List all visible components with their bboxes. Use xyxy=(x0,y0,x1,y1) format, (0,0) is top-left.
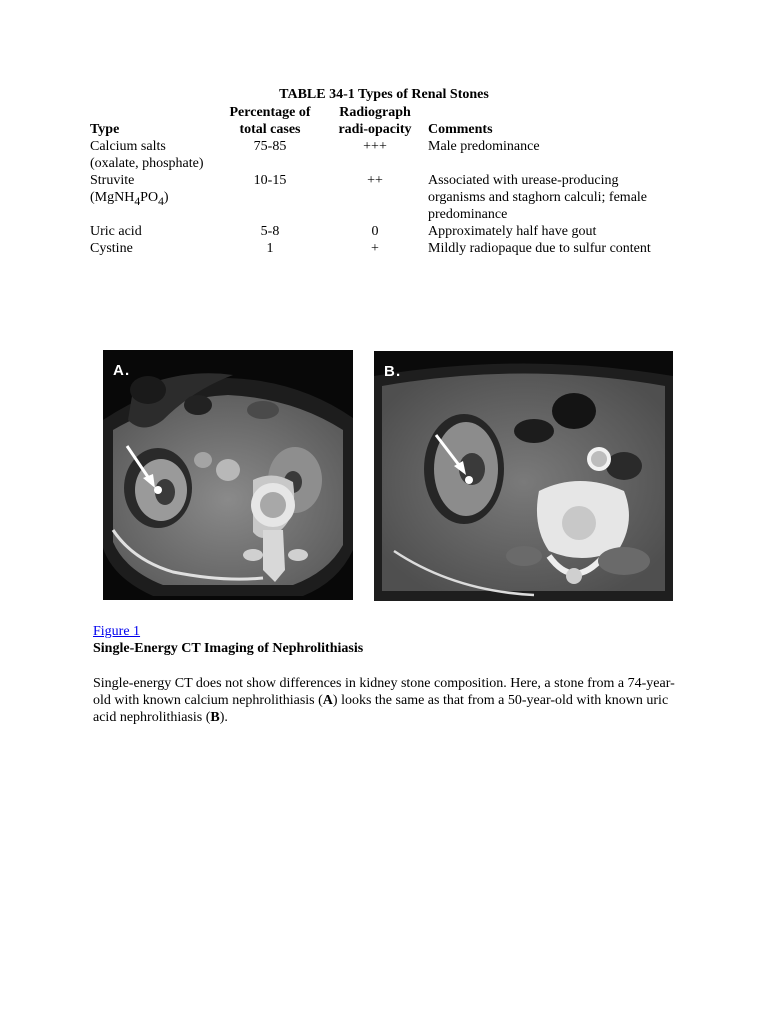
caption-text: ) looks the same as that from a 50-year-old with known uric acid nephrolithiasis ( xyxy=(93,693,669,725)
formula-part: (MgNH xyxy=(90,190,135,205)
cell-percentage: 5-8 xyxy=(260,224,280,239)
panel-a-label: A xyxy=(113,362,124,379)
formula-part: PO xyxy=(140,190,159,205)
panel-a-dot: . xyxy=(125,362,130,379)
table-row xyxy=(90,172,676,223)
panel-b-dot: . xyxy=(396,363,401,380)
ct-scan-image-a xyxy=(103,350,353,600)
figure-caption xyxy=(93,675,678,726)
header-radiopacity xyxy=(322,104,428,138)
header-percentage xyxy=(218,104,322,138)
figure-panels xyxy=(0,350,768,602)
cell-percentage: 1 xyxy=(266,241,274,256)
caption-text: ). xyxy=(219,710,228,725)
type-name: Struvite xyxy=(90,173,135,188)
header-radiopacity-line2: radi-opacity xyxy=(338,122,412,137)
table-row xyxy=(90,223,676,240)
caption-bold-a: A xyxy=(322,693,333,708)
panel-b-label: B xyxy=(384,363,395,380)
cell-comments: Mildly radiopaque due to sulfur content xyxy=(428,241,651,256)
cell-radiopacity: 0 xyxy=(371,224,379,239)
type-formula xyxy=(90,190,169,208)
formula-part: ) xyxy=(163,190,169,205)
caption-bold-b: B xyxy=(210,710,220,725)
figure-link[interactable]: Figure 1 xyxy=(93,624,141,639)
figure-title: Single-Energy CT Imaging of Nephrolithiasis xyxy=(93,641,364,656)
header-type: Type xyxy=(90,122,120,137)
type-detail: (oxalate, phosphate) xyxy=(90,156,204,171)
cell-comments: Approximately half have gout xyxy=(428,224,597,239)
formula-subscript: 4 xyxy=(158,194,164,208)
cell-type: Cystine xyxy=(90,241,133,256)
cell-radiopacity: + xyxy=(371,241,379,256)
caption-text: Single-energy CT does not show differences in kidney stone composition. Here, a stone from a 74-year-old with known calcium nephrolithiasis ( xyxy=(93,676,675,708)
header-radiopacity-line1: Radiograph xyxy=(339,105,411,120)
cell-percentage: 10-15 xyxy=(253,173,287,188)
formula-subscript: 4 xyxy=(134,194,141,208)
table-header-row xyxy=(90,104,676,138)
cell-percentage: 75-85 xyxy=(253,139,287,154)
ct-scan-image-b xyxy=(374,351,673,601)
header-percentage-line2: total cases xyxy=(239,122,301,137)
cell-comments: Associated with urease-producing organisms and staghorn calculi; female predominance xyxy=(428,173,648,222)
cell-type xyxy=(90,138,218,172)
cell-radiopacity: ++ xyxy=(367,173,383,188)
table-row xyxy=(90,138,676,172)
table-row xyxy=(90,240,676,257)
header-percentage-line1: Percentage of xyxy=(229,105,311,120)
cell-type: Uric acid xyxy=(90,224,142,239)
cell-comments: Male predominance xyxy=(428,139,540,154)
type-name: Calcium salts xyxy=(90,139,166,154)
cell-radiopacity: +++ xyxy=(363,139,387,154)
table-title: TABLE 34-1 Types of Renal Stones xyxy=(279,87,489,102)
header-comments: Comments xyxy=(428,122,493,137)
renal-stones-table xyxy=(90,104,676,257)
cell-type xyxy=(90,172,218,223)
